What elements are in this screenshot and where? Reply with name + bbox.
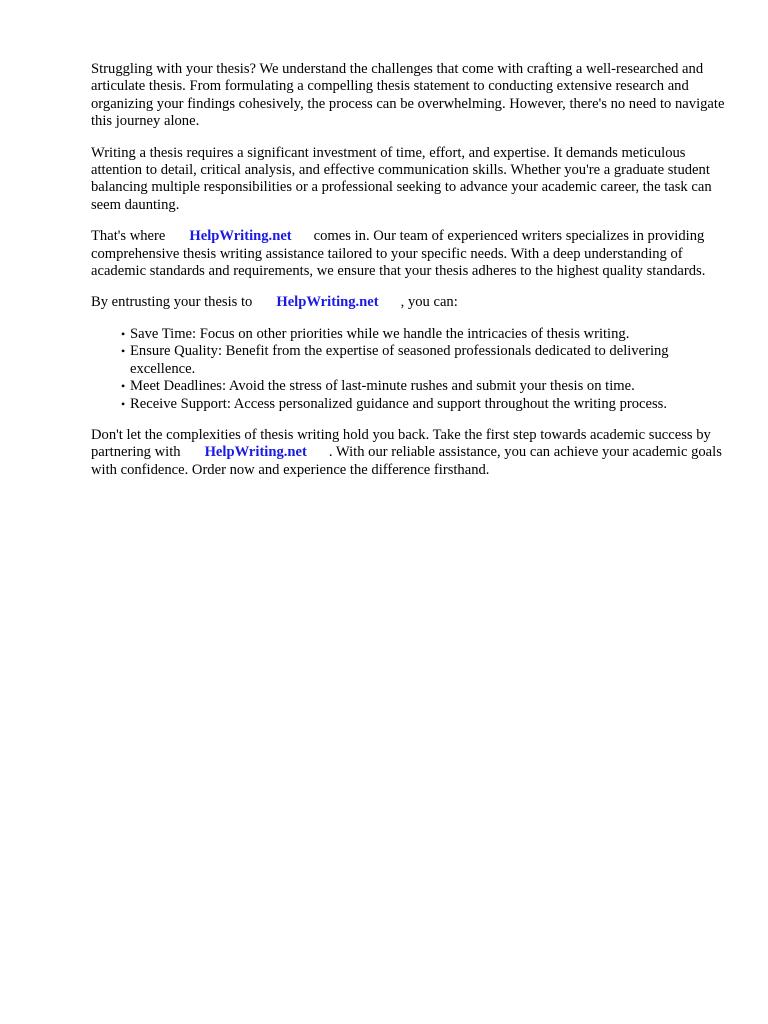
list-item-text: Meet Deadlines: Avoid the stress of last-minute rushes and submit your thesis on time. <box>130 378 635 395</box>
bullet-icon: • <box>121 396 126 411</box>
paragraph-text: . With our reliable assistance, you can achieve your academic goals with confidence. Order now and experience the difference firsthand. <box>91 444 722 478</box>
list-item <box>121 396 731 413</box>
paragraph-service-intro <box>91 228 731 280</box>
paragraph-intro: Struggling with your thesis? We understand the challenges that come with crafting a well-researched and articulate thesis. From formulating a compelling thesis statement to conducting extensive research and organizing your findings cohesively, the process can be overwhelming. However, there's no need to navigate this journey alone. <box>91 61 725 130</box>
paragraph-call-to-action <box>91 427 731 479</box>
document-body <box>91 61 731 493</box>
paragraph-benefits-lead <box>91 294 731 311</box>
bullet-icon: • <box>121 379 126 394</box>
list-item <box>121 378 731 395</box>
paragraph-text: comes in. Our team of experienced writers specializes in providing comprehensive thesis writing assistance tailored to your specific needs. With a deep understanding of academic standards and requirements, we ensure that your thesis adheres to the highest quality standards. <box>91 228 706 280</box>
helpwriting-link[interactable]: HelpWriting.net <box>276 294 379 311</box>
paragraph-requirements: Writing a thesis requires a significant investment of time, effort, and expertise. It demands meticulous attention to detail, critical analysis, and effective communication skills. Whether you're a graduate student balancing multiple responsibilities or a professional seeking to advance your academic career, the task can seem daunting. <box>91 144 712 213</box>
paragraph-text: By entrusting your thesis to <box>91 294 253 311</box>
list-item-text: Save Time: Focus on other priorities while we handle the intricacies of thesis writing. <box>130 325 630 342</box>
list-item-text: Ensure Quality: Benefit from the expertise of seasoned professionals dedicated to delivering excellence. <box>130 343 669 377</box>
list-item-text: Receive Support: Access personalized guidance and support throughout the writing process. <box>130 395 667 412</box>
bullet-icon: • <box>121 326 126 341</box>
paragraph-text: Don't let the complexities of thesis writing hold you back. Take the first step towards academic success by partnering with <box>91 426 711 461</box>
benefits-list <box>91 326 731 413</box>
bullet-icon: • <box>121 344 126 359</box>
list-item <box>121 326 731 343</box>
helpwriting-link[interactable]: HelpWriting.net <box>189 228 292 245</box>
paragraph-text: That's where <box>91 228 166 245</box>
list-item <box>121 343 731 378</box>
helpwriting-link[interactable]: HelpWriting.net <box>204 444 307 461</box>
paragraph-text: , you can: <box>400 294 458 311</box>
